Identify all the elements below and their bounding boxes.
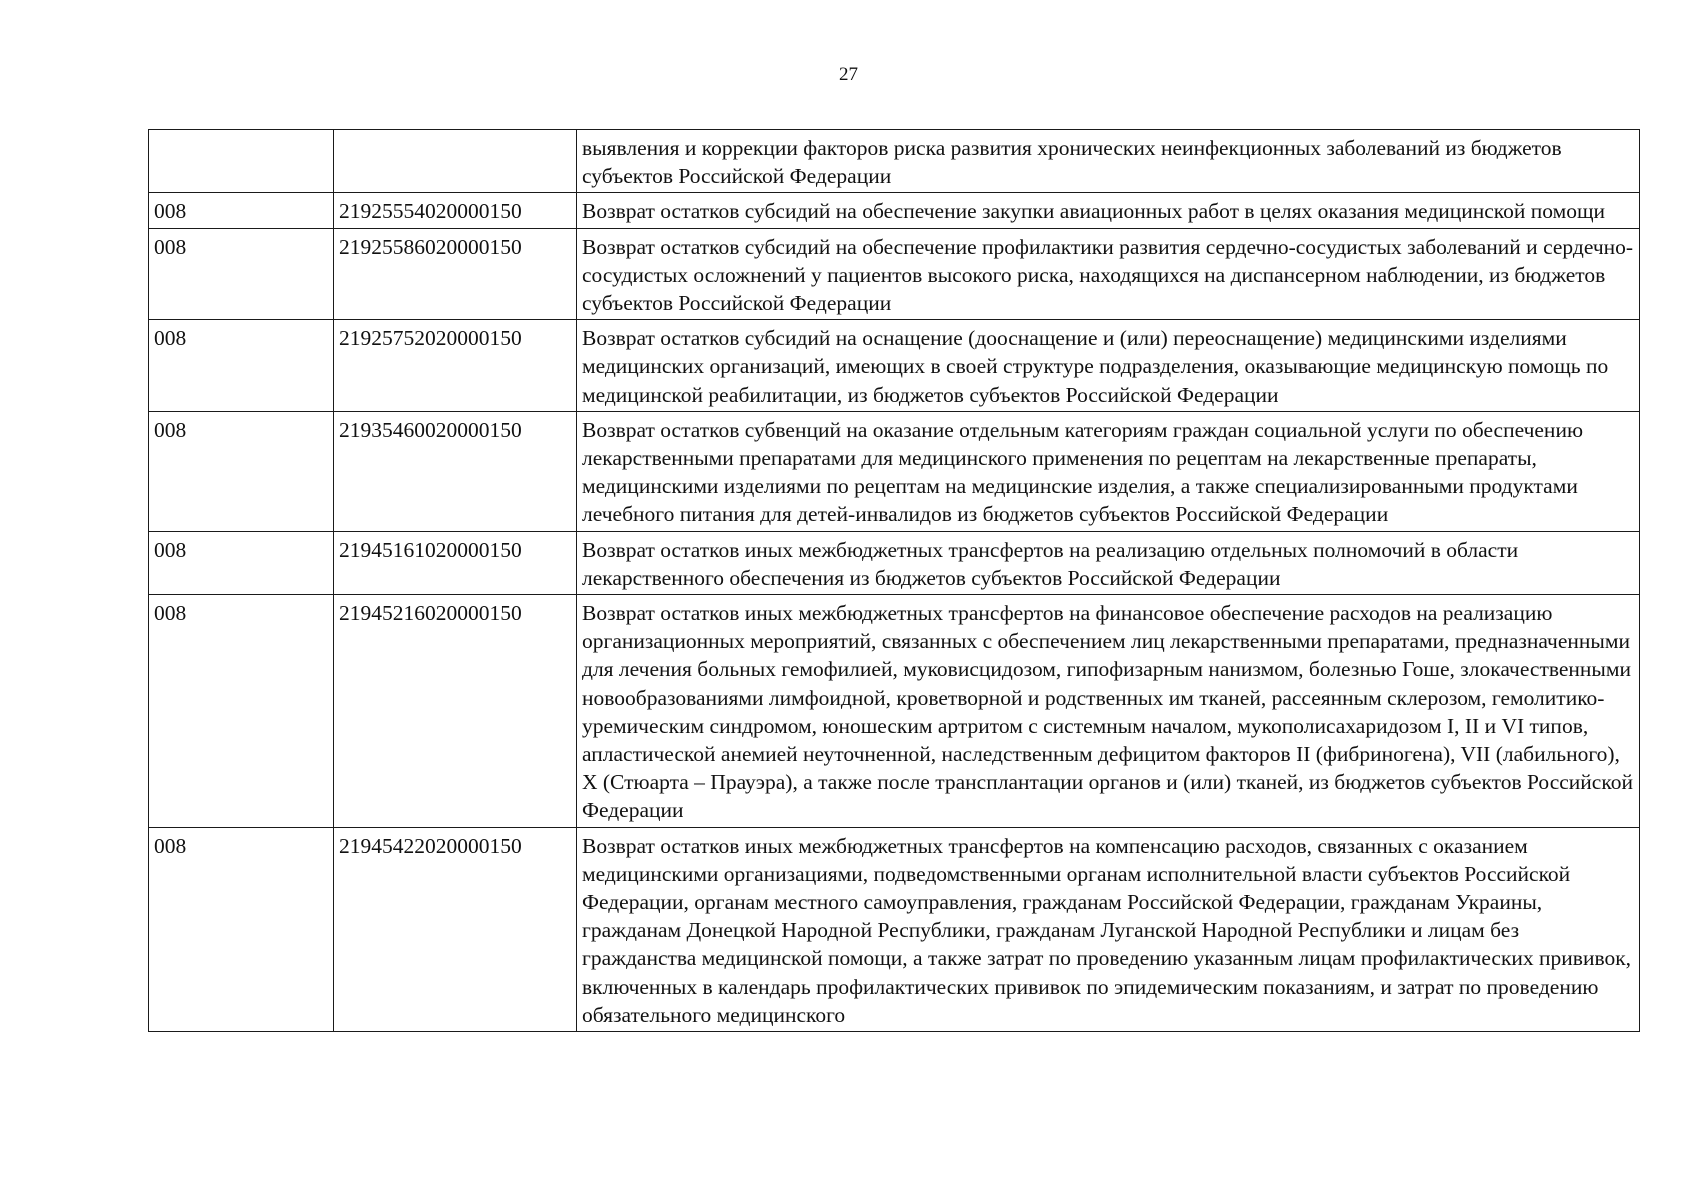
budget-code-cell: 21945161020000150 xyxy=(334,531,577,594)
table-row xyxy=(149,531,1640,594)
budget-code-cell: 21925554020000150 xyxy=(334,193,577,228)
description-cell: Возврат остатков субсидий на обеспечение профилактики развития сердечно-сосудистых заболеваний и сердечно-сосудистых осложнений у пациентов высокого риска, находящихся на диспансерном наблюдении, из бюджетов субъектов Российской Федерации xyxy=(577,228,1640,320)
budget-code-cell: 21945216020000150 xyxy=(334,595,577,828)
budget-code-cell xyxy=(334,130,577,193)
description-cell: Возврат остатков иных межбюджетных трансфертов на компенсацию расходов, связанных с оказанием медицинскими организациями, подведомственными органам исполнительной власти субъектов Российской Федерации, органам местного самоуправления, гражданам Российской Федерации, гражданам Украины, гражданам Донецкой Народной Республики, гражданам Луганской Народной Республики и лицам без гражданства медицинской помощи, а также затрат по проведению указанным лицам профилактических прививок, включенных в календарь профилактических прививок по эпидемическим показаниям, и затрат по проведению обязательного медицинского xyxy=(577,827,1640,1031)
admin-code-cell xyxy=(149,130,334,193)
page-number: 27 xyxy=(839,64,858,85)
table-row xyxy=(149,411,1640,531)
budget-code-cell: 21935460020000150 xyxy=(334,411,577,531)
admin-code-cell: 008 xyxy=(149,595,334,828)
budget-code-cell: 21945422020000150 xyxy=(334,827,577,1031)
description-cell: Возврат остатков иных межбюджетных трансфертов на реализацию отдельных полномочий в области лекарственного обеспечения из бюджетов субъектов Российской Федерации xyxy=(577,531,1640,594)
admin-code-cell: 008 xyxy=(149,531,334,594)
admin-code-cell: 008 xyxy=(149,320,334,412)
admin-code-cell: 008 xyxy=(149,411,334,531)
description-cell: Возврат остатков иных межбюджетных трансфертов на финансовое обеспечение расходов на реализацию организационных мероприятий, связанных с обеспечением лиц лекарственными препаратами, предназначенными для лечения больных гемофилией, муковисцидозом, гипофизарным нанизмом, болезнью Гоше, злокачественными новообразованиями лимфоидной, кроветворной и родственных им тканей, рассеянным склерозом, гемолитико-уремическим синдромом, юношеским артритом с системным началом, мукополисахаридозом I, II и VI типов, апластической анемией неуточненной, наследственным дефицитом факторов II (фибриногена), VII (лабильного), X (Стюарта – Прауэра), а также после трансплантации органов и (или) тканей, из бюджетов субъектов Российской Федерации xyxy=(577,595,1640,828)
admin-code-cell: 008 xyxy=(149,827,334,1031)
description-cell: выявления и коррекции факторов риска развития хронических неинфекционных заболеваний из бюджетов субъектов Российской Федерации xyxy=(577,130,1640,193)
table-row xyxy=(149,228,1640,320)
budget-codes-table xyxy=(148,129,1640,1032)
description-cell: Возврат остатков субвенций на оказание отдельным категориям граждан социальной услуги по обеспечению лекарственными препаратами для медицинского применения по рецептам на лекарственные препараты, медицинскими изделиями по рецептам на медицинские изделия, а также специализированными продуктами лечебного питания для детей-инвалидов из бюджетов субъектов Российской Федерации xyxy=(577,411,1640,531)
budget-code-cell: 21925752020000150 xyxy=(334,320,577,412)
table-row xyxy=(149,595,1640,828)
table-row xyxy=(149,320,1640,412)
description-cell: Возврат остатков субсидий на обеспечение закупки авиационных работ в целях оказания медицинской помощи xyxy=(577,193,1640,228)
description-cell: Возврат остатков субсидий на оснащение (дооснащение и (или) переоснащение) медицинскими изделиями медицинских организаций, имеющих в своей структуре подразделения, оказывающие медицинскую помощь по медицинской реабилитации, из бюджетов субъектов Российской Федерации xyxy=(577,320,1640,412)
budget-code-cell: 21925586020000150 xyxy=(334,228,577,320)
table-row xyxy=(149,827,1640,1031)
admin-code-cell: 008 xyxy=(149,228,334,320)
table-row xyxy=(149,130,1640,193)
admin-code-cell: 008 xyxy=(149,193,334,228)
table-row xyxy=(149,193,1640,228)
